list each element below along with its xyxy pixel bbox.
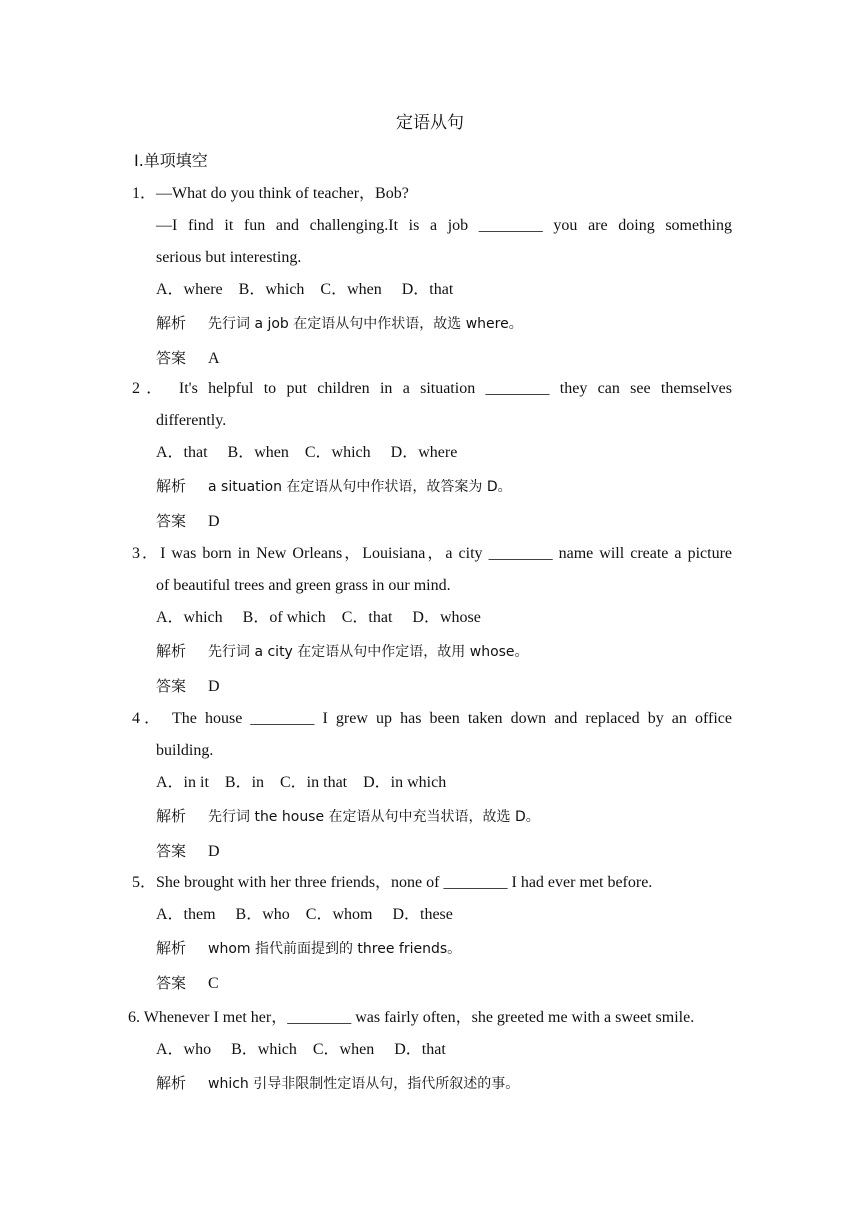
analysis-label: 解析	[156, 1074, 187, 1092]
analysis-text: whom 指代前面提到的 three friends。	[208, 941, 462, 957]
answer-options: A．in it B．in C．in that D．in which	[156, 774, 447, 791]
question-stem: of beautiful trees and green grass in our mind.	[156, 577, 451, 594]
analysis-text: 先行词 a city 在定语从句中作定语，故用 whose。	[208, 644, 529, 660]
question-1	[132, 178, 732, 376]
analysis-row	[132, 1066, 732, 1101]
question-5	[132, 867, 732, 1001]
analysis-row	[132, 634, 732, 669]
answer-row	[132, 341, 732, 376]
question-6	[128, 1002, 732, 1101]
question-stem: differently.	[156, 412, 227, 429]
answer-row	[132, 504, 732, 539]
answer-row	[132, 834, 732, 869]
question-stem: building.	[156, 742, 214, 759]
document-title: 定语从句	[396, 113, 464, 133]
analysis-label: 解析	[156, 807, 187, 825]
analysis-text: which 引导非限制性定语从句，指代所叙述的事。	[208, 1076, 520, 1092]
answer-options: A．where B．which C．when D．that	[156, 281, 454, 298]
answer-value: D	[208, 843, 220, 860]
question-3	[132, 538, 732, 704]
answer-label: 答案	[156, 974, 187, 992]
answer-label: 答案	[156, 512, 187, 530]
analysis-text: 先行词 a job 在定语从句中作状语，故选 where。	[208, 316, 523, 332]
question-stem: serious but interesting.	[156, 249, 302, 266]
analysis-row	[132, 799, 732, 834]
question-2	[132, 373, 732, 539]
analysis-label: 解析	[156, 314, 187, 332]
analysis-row	[132, 469, 732, 504]
answer-row	[132, 966, 732, 1001]
question-stem: 5．She brought with her three friends，none of ________ I had ever met before.	[132, 874, 653, 891]
question-stem: 2． It's helpful to put children in a situation ________ they can see themselves	[132, 380, 732, 397]
analysis-row	[132, 306, 732, 341]
answer-value: D	[208, 678, 220, 695]
answer-options: A．that B．when C．which D．where	[156, 444, 458, 461]
answer-label: 答案	[156, 842, 187, 860]
question-stem: 4． The house ________ I grew up has been taken down and replaced by an office	[132, 710, 732, 727]
question-stem: 6. Whenever I met her，________ was fairly often，she greeted me with a sweet smile.	[128, 1009, 695, 1026]
analysis-label: 解析	[156, 642, 187, 660]
analysis-row	[132, 931, 732, 966]
analysis-label: 解析	[156, 939, 187, 957]
answer-options: A．which B．of which C．that D．whose	[156, 609, 481, 626]
answer-options: A．who B．which C．when D．that	[156, 1041, 446, 1058]
answer-row	[132, 669, 732, 704]
answer-options: A．them B．who C．whom D．these	[156, 906, 453, 923]
answer-value: D	[208, 513, 220, 530]
analysis-text: 先行词 the house 在定语从句中充当状语，故选 D。	[208, 809, 540, 825]
answer-value: A	[208, 350, 220, 367]
section-heading: Ⅰ.单项填空	[134, 151, 208, 170]
answer-value: C	[208, 975, 219, 992]
question-stem: —I find it fun and challenging.It is a job ________ you are doing something	[156, 217, 732, 234]
analysis-label: 解析	[156, 477, 187, 495]
answer-label: 答案	[156, 677, 187, 695]
analysis-text: a situation 在定语从句中作状语，故答案为 D。	[208, 479, 512, 495]
question-4	[132, 703, 732, 869]
question-stem: 3．I was born in New Orleans，Louisiana，a city ________ name will create a picture	[132, 545, 732, 562]
question-stem: 1．—What do you think of teacher，Bob?	[132, 185, 409, 202]
answer-label: 答案	[156, 349, 187, 367]
